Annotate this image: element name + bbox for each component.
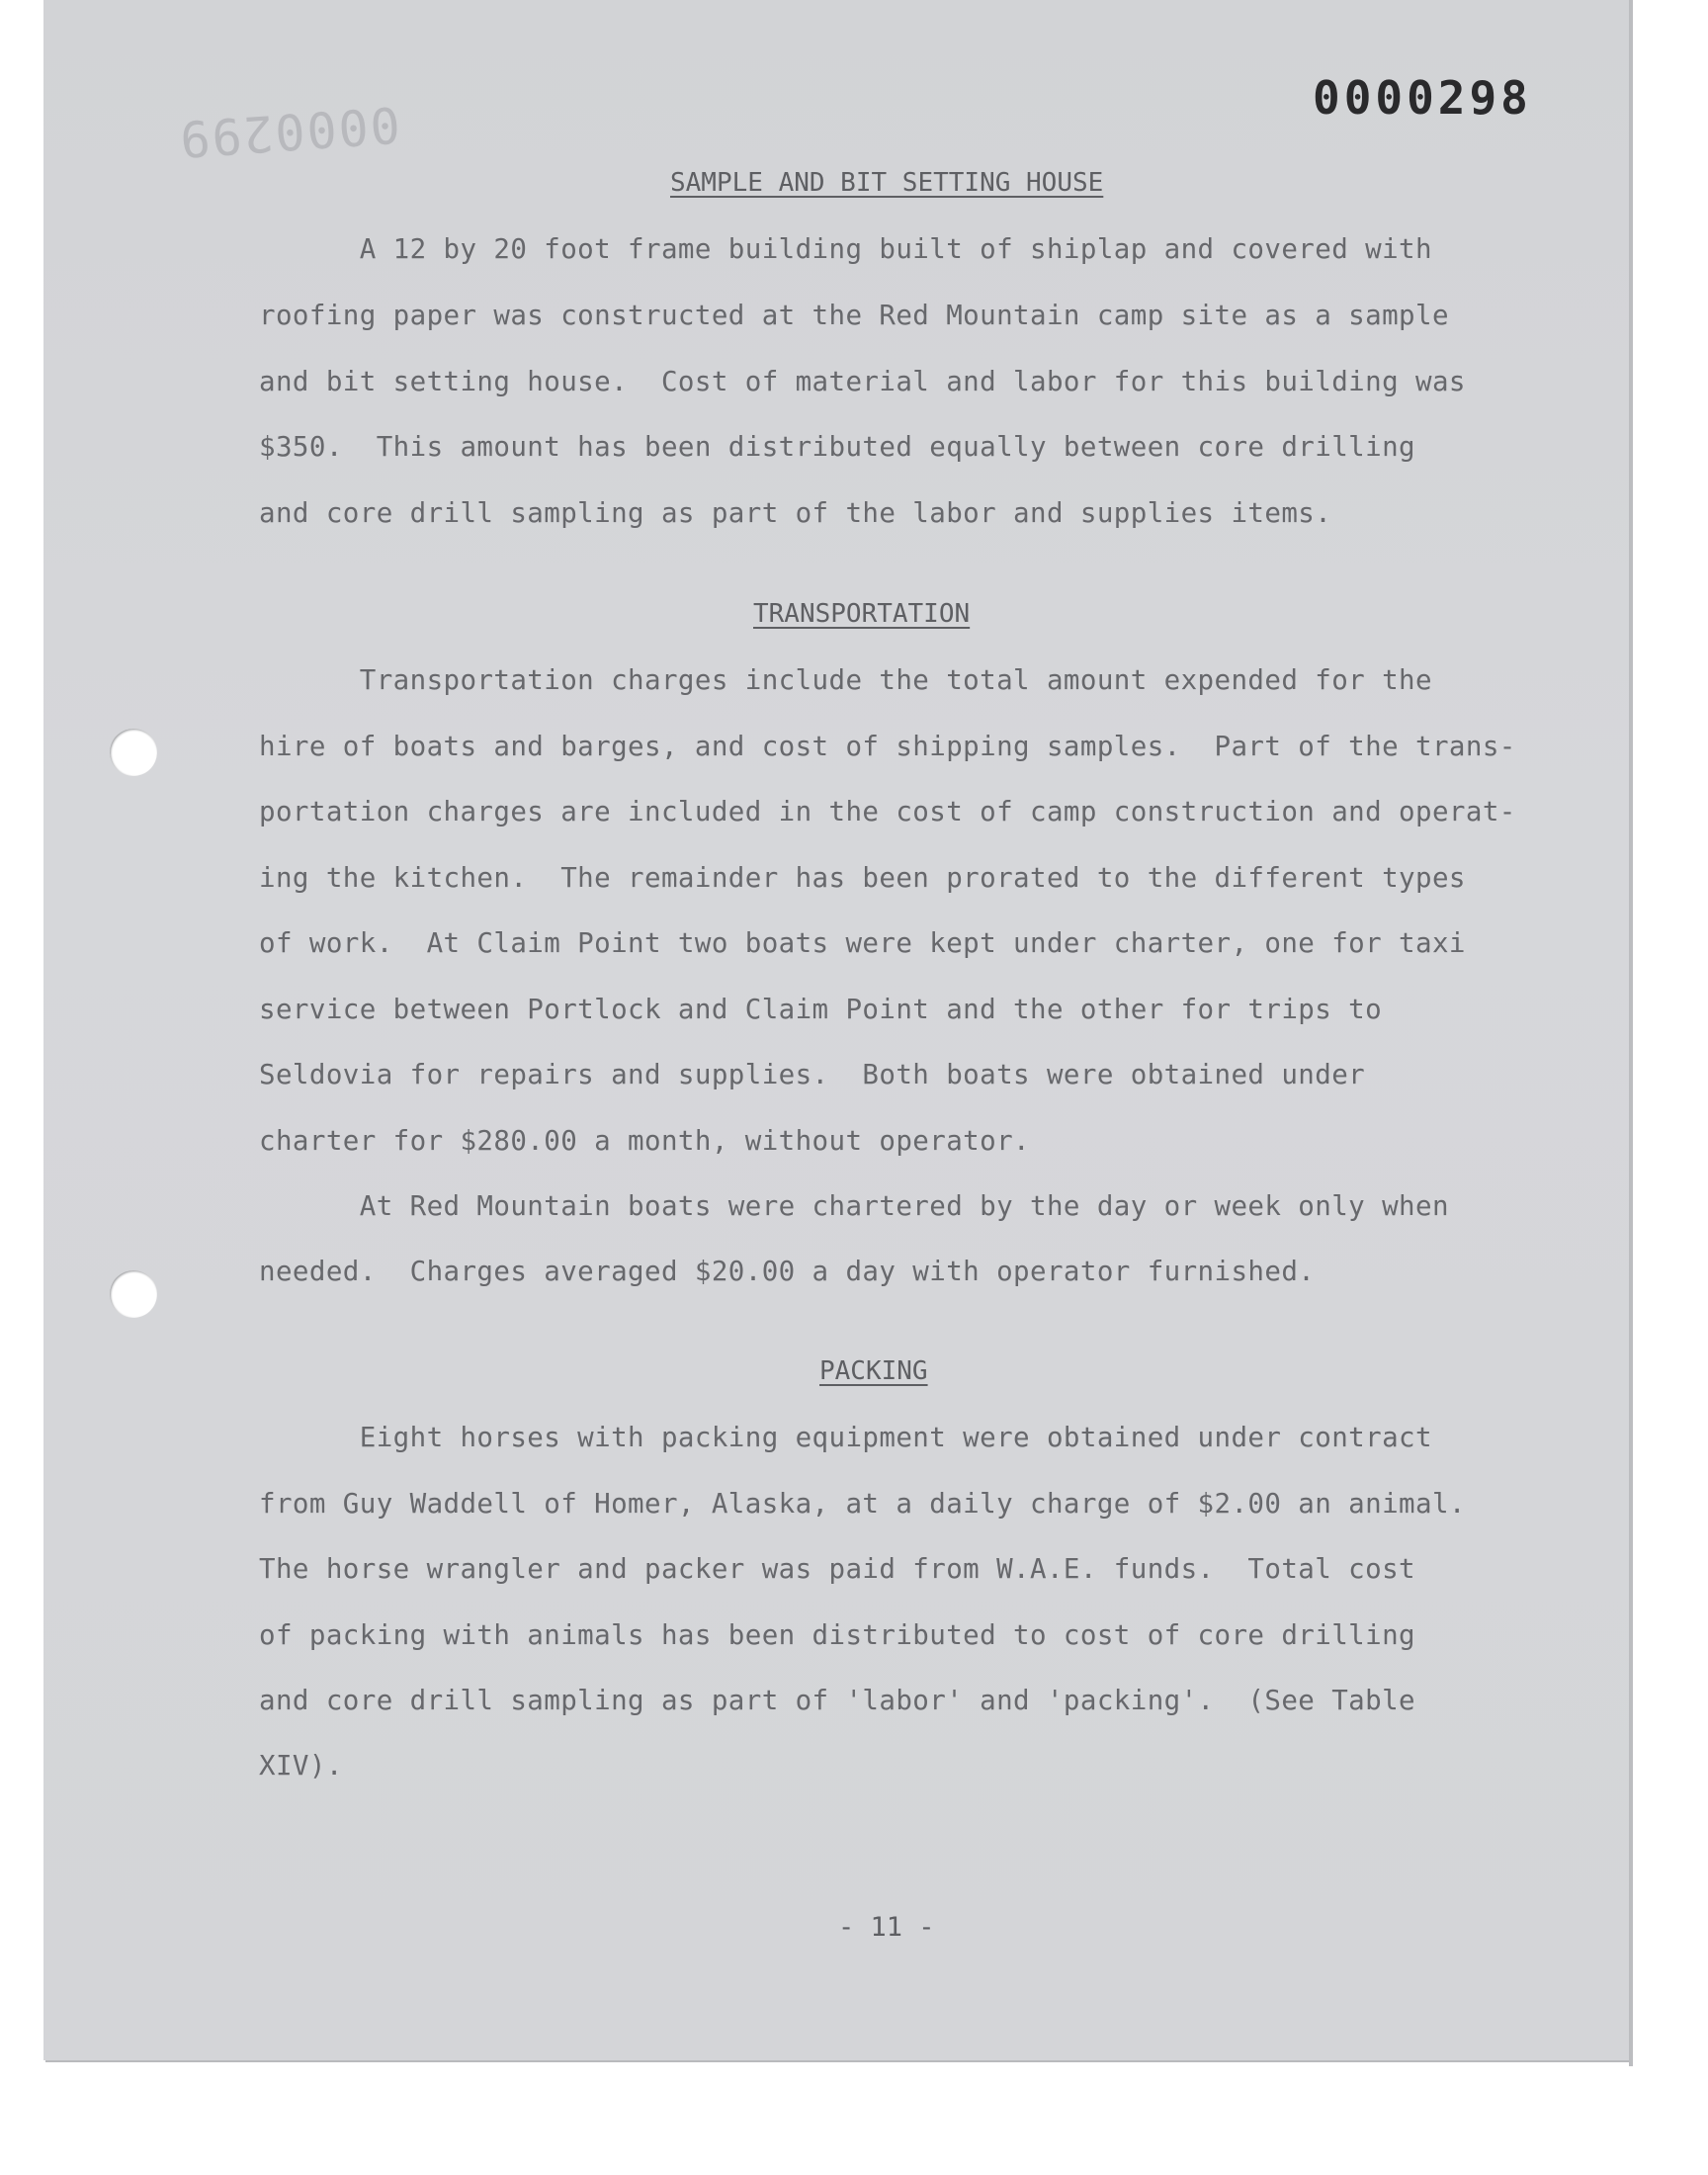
- body-line: charter for $280.00 a month, without operator.: [259, 1125, 1030, 1157]
- body-line: of work. At Claim Point two boats were kept under charter, one for taxi: [259, 927, 1466, 959]
- page-number: - 11 -: [838, 1912, 935, 1943]
- body-line: roofing paper was constructed at the Red Mountain camp site as a sample: [259, 300, 1449, 331]
- body-line: needed. Charges averaged $20.00 a day with operator furnished.: [259, 1256, 1316, 1287]
- body-line: ing the kitchen. The remainder has been prorated to the different types: [259, 862, 1466, 894]
- body-line: of packing with animals has been distributed to cost of core drilling: [259, 1619, 1415, 1651]
- document-id-stamp: 0000298: [1313, 71, 1532, 125]
- body-line: hire of boats and barges, and cost of shipping samples. Part of the trans-: [259, 731, 1516, 762]
- body-line: service between Portlock and Claim Point and the other for trips to: [259, 994, 1383, 1025]
- body-line: $350. This amount has been distributed equally between core drilling: [259, 431, 1415, 463]
- page-edge: [1629, 0, 1633, 2066]
- body-line: Transportation charges include the total amount expended for the: [259, 664, 1432, 696]
- body-line: portation charges are included in the cost of camp construction and operat-: [259, 796, 1516, 827]
- body-line: Eight horses with packing equipment were obtained under contract: [259, 1422, 1432, 1453]
- heading-sample-and-bit-setting-house: SAMPLE AND BIT SETTING HOUSE: [670, 168, 1104, 198]
- heading-transportation: TRANSPORTATION: [753, 599, 971, 629]
- body-line: The horse wrangler and packer was paid from W.A.E. funds. Total cost: [259, 1553, 1415, 1585]
- faint-document-stamp: 0000299: [176, 95, 402, 168]
- body-line: A 12 by 20 foot frame building built of shiplap and covered with: [259, 233, 1432, 265]
- body-line: and core drill sampling as part of the labor and supplies items.: [259, 497, 1332, 529]
- punch-hole-bottom: [110, 1270, 157, 1318]
- punch-hole-top: [110, 729, 157, 776]
- body-line: and bit setting house. Cost of material and labor for this building was: [259, 366, 1466, 397]
- body-line: At Red Mountain boats were chartered by the day or week only when: [259, 1190, 1449, 1222]
- body-line: XIV).: [259, 1750, 343, 1782]
- heading-packing: PACKING: [819, 1356, 928, 1386]
- body-line: Seldovia for repairs and supplies. Both boats were obtained under: [259, 1059, 1366, 1090]
- body-line: and core drill sampling as part of 'labor' and 'packing'. (See Table: [259, 1685, 1415, 1716]
- body-line: from Guy Waddell of Homer, Alaska, at a daily charge of $2.00 an animal.: [259, 1488, 1466, 1520]
